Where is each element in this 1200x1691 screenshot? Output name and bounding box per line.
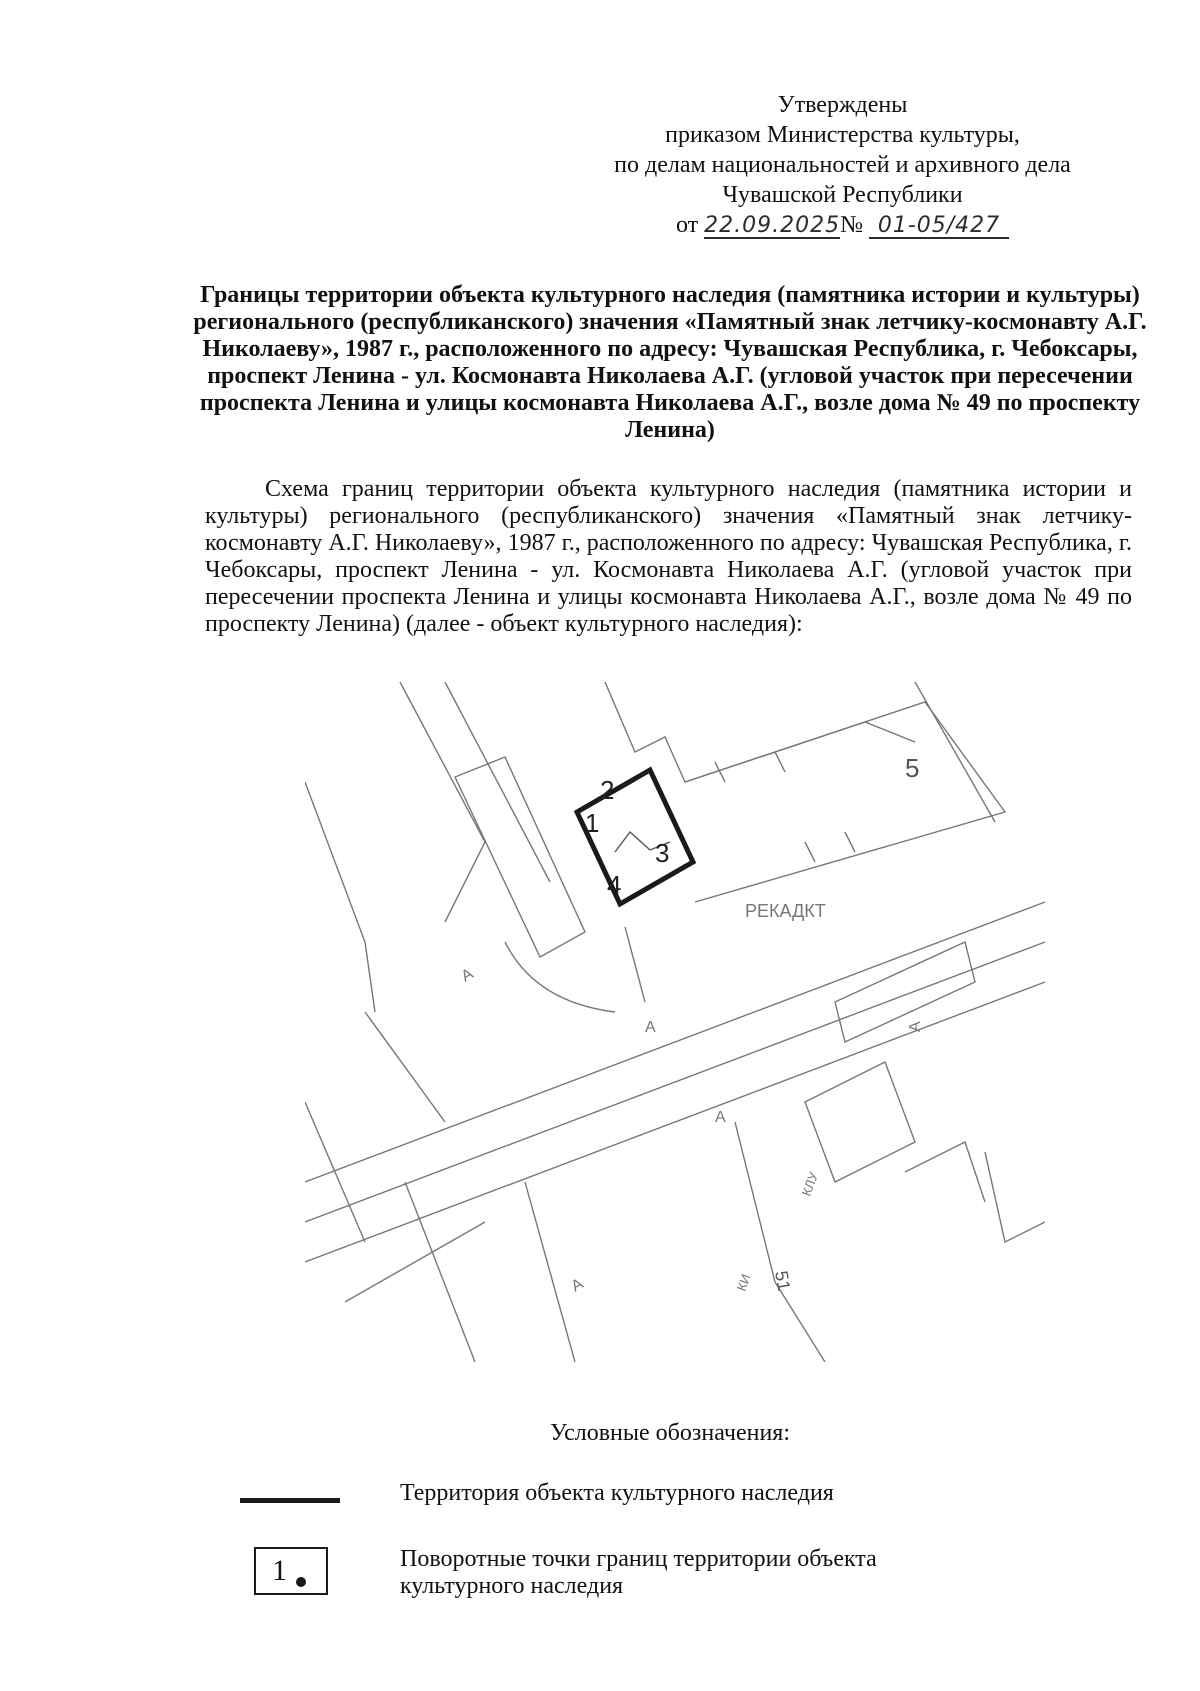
legend-territory-text: Территория объекта культурного наследия [400, 1480, 834, 1506]
approval-line-4: Чувашской Республики [722, 182, 963, 208]
map-point-4: 4 [607, 870, 622, 900]
approval-line-1: Утверждены [777, 92, 908, 118]
approval-line-3: по делам национальностей и архивного дела [614, 152, 1071, 178]
approval-block [560, 90, 1125, 240]
boundary-scheme-map [305, 682, 1045, 1362]
side-label-1: КЛУ [798, 1169, 822, 1199]
map-point-3: 3 [655, 838, 670, 868]
map-point-1: 1 [585, 808, 600, 838]
turning-point-symbol [254, 1547, 328, 1595]
intro-paragraph: Схема границ территории объекта культурного наследия (памятника истории и культуры) регионального (республиканского) значения «Памятный знак летчику-космонавту А.Г. Николаеву», 1987 г., расположенного по адресу: Чувашская Республика, г. Чебоксары, проспект Ленина - ул. Космонавта Николаева А.Г. (угловой участок при пересечении проспекта Ленина и улицы космонавта Николаева А.Г., возле дома № 49 по проспекту Ленина) (далее - объект культурного наследия): [205, 476, 1132, 637]
from-label: от [675, 212, 699, 238]
map-point-2: 2 [600, 775, 615, 805]
a-mark-5: А [568, 1275, 587, 1296]
legend-points-text: Поворотные точки границ территории объекта культурного наследия [400, 1546, 877, 1599]
side-label-2: КИ [733, 1271, 754, 1294]
legend-title: Условные обозначения: [549, 1420, 791, 1446]
prospect-label: РЕКАДКТ [745, 901, 826, 921]
territory-line-symbol [240, 1498, 340, 1503]
house-number-5: 5 [905, 753, 920, 783]
approval-date-number-line [560, 210, 1125, 240]
a-mark-3: А [907, 1021, 924, 1032]
handwritten-number: 01-05/427 [869, 215, 1009, 239]
house-number-51: 51 [771, 1269, 795, 1293]
a-mark-2: А [645, 1019, 656, 1036]
turning-point-number: 1 [272, 1554, 287, 1587]
a-mark-4: А [715, 1109, 726, 1126]
approval-line-2: приказом Министерства культуры, [665, 122, 1020, 148]
number-label: № [840, 212, 864, 238]
document-title: Границы территории объекта культурного наследия (памятника истории и культуры) регионального (республиканского) значения «Памятный знак летчику-космонавту А.Г. Николаеву», 1987 г., расположенного по адресу: Чувашская Республика, г. Чебоксары, проспект Ленина - ул. Космонавта Николаева А.Г. (угловой участок при пересечении проспекта Ленина и улицы космонавта Николаева А.Г., возле дома № 49 по проспекту Ленина) [193, 282, 1147, 443]
turning-point-dot-icon [296, 1577, 306, 1587]
handwritten-date: 22.09.2025 [704, 213, 841, 238]
a-mark-1: А [458, 965, 477, 986]
